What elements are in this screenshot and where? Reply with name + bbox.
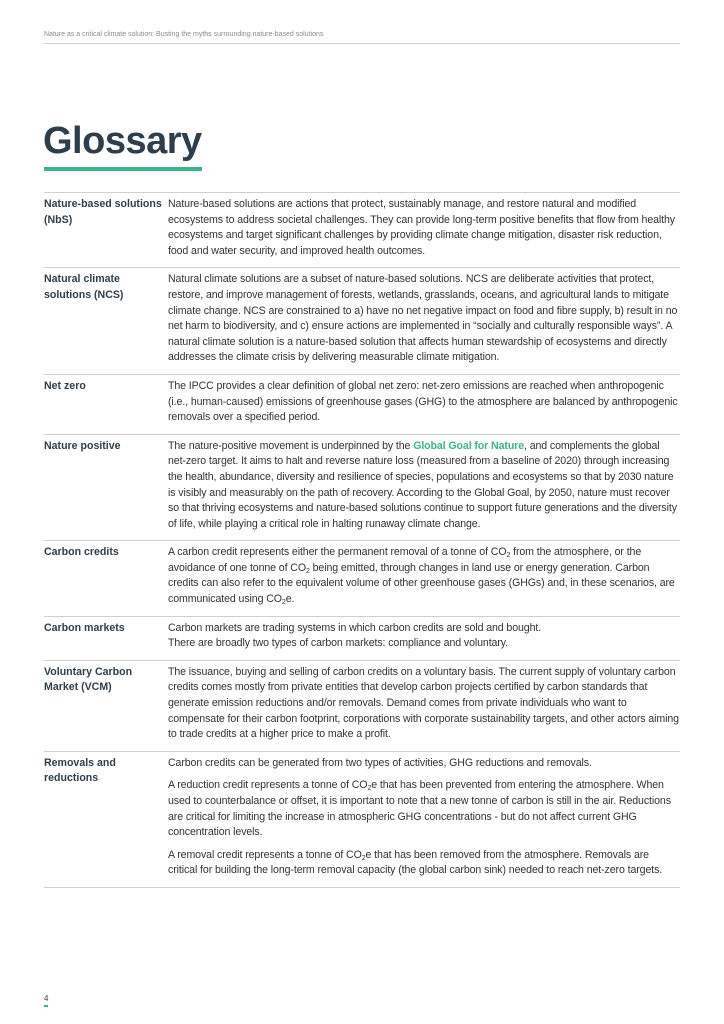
definition: The issuance, buying and selling of carbon credits on a voluntary basis. The current supply of voluntary carbon credits comes mostly from private entities that develop carbon projects certified by carbon standards that generate emission reductions and/or removals. Demand comes from private individuals who want to compensate for their carbon footprint, corporations with corporate sustainability targets, and other actors aiming to trade credits at a higher price to make a profit. — [168, 665, 679, 741]
glossary-entry-carbon-markets — [44, 616, 680, 660]
definition-paragraph — [168, 848, 680, 879]
subscript: 2 — [281, 599, 286, 607]
subscript: 2 — [305, 567, 310, 575]
definition-line: There are broadly two types of carbon markets: compliance and voluntary. — [168, 637, 509, 650]
definition-text: being emitted, through changes in land use or energy generation. Carbon credits can also refer to the equivalent volume of other greenhouse gases (GHGs) and, in these scenarios, are communicated using CO — [168, 561, 675, 606]
definition-text: e that has been prevented from entering the atmosphere. When used to counterbalance or offset, it is important to note that a new tonne of carbon is still in the air. Reductions are critical for limiting the increase in atmospheric GHG concentrations - but do not affect current GHG concentration levels. — [168, 779, 671, 839]
definition: Nature-based solutions are actions that protect, sustainably manage, and restore natural and modified ecosystems to address societal challenges. They can provide long-term positive benefits that flow from healthy ecosystems and target significant challenges by providing climate change mitigation, disaster risk reduction, food and water security, and improved health outcomes. — [168, 198, 675, 257]
definition: Natural climate solutions are a subset of nature-based solutions. NCS are deliberate activities that protect, restore, and improve management of forests, wetlands, grasslands, oceans, and agricultural lands to mitigate climate change. NCS are constrained to a) have no net negative impact on food and fibre supply, b) result in no net harm to biodiversity, and c) ensure actions are implemented in “socially and culturally responsible ways”. A natural climate solution is a nature-based solution that affects human stewardship of ecosystems and directly addresses the climate crisis by delivering measurable climate mitigation. — [168, 273, 678, 364]
term: Carbon credits — [44, 546, 119, 559]
term: Nature positive — [44, 439, 121, 452]
subscript: 2 — [367, 785, 372, 793]
glossary-entry-nature-positive — [44, 434, 680, 541]
page-number: 4 — [44, 994, 48, 1007]
definition-text: A carbon credit represents either the permanent removal of a tonne of CO — [168, 546, 507, 559]
glossary-entry-ncs — [44, 267, 680, 374]
term: Carbon markets — [44, 621, 125, 634]
term: Natural climate solutions (NCS) — [44, 273, 124, 301]
glossary-table — [44, 192, 680, 888]
term: Removals and reductions — [44, 756, 116, 785]
definition-text: e that has been removed from the atmosphere. Removals are critical for building the long-term removal capacity (the global carbon sink) needed to reach net-zero targets. — [168, 848, 663, 877]
glossary-entry-vcm — [44, 660, 680, 751]
definition: The IPCC provides a clear definition of global net zero: net-zero emissions are reached when anthropogenic (i.e., human-caused) emissions of greenhouse gases (GHG) to the atmosphere are balanced by anthropogenic removals over a specified period. — [168, 379, 678, 424]
definition-paragraph: Carbon credits can be generated from two types of activities, GHG reductions and removals. — [168, 756, 592, 769]
definition-text: A removal credit represents a tonne of CO — [168, 848, 362, 861]
definition-paragraph — [168, 778, 680, 840]
definition — [168, 545, 680, 607]
definition-text: The nature-positive movement is underpinned by the — [168, 439, 414, 452]
running-header: Nature as a critical climate solution: Busting the myths surrounding nature-based solutions — [44, 31, 680, 44]
definition — [168, 621, 680, 652]
definition-text: e. — [285, 593, 295, 606]
glossary-entry-net-zero — [44, 374, 680, 434]
global-goal-for-nature-link[interactable]: Global Goal for Nature — [413, 439, 525, 452]
term: Net zero — [44, 379, 86, 392]
term: Nature-based solutions (NbS) — [44, 198, 162, 226]
title-underline — [44, 167, 202, 171]
definition-text: from the atmosphere, or the avoidance of one tonne of CO — [168, 546, 642, 574]
glossary-entry-nbs — [44, 192, 680, 267]
page-title: Glossary — [43, 120, 202, 162]
term: Voluntary Carbon Market (VCM) — [44, 665, 133, 694]
subscript: 2 — [361, 854, 366, 862]
glossary-entry-carbon-credits — [44, 540, 680, 615]
definition — [168, 439, 680, 533]
glossary-entry-removals-reductions — [44, 751, 680, 888]
definition — [168, 756, 680, 879]
definition-line: Carbon markets are trading systems in which carbon credits are sold and bought. — [168, 621, 542, 634]
subscript: 2 — [506, 552, 511, 560]
definition-text: A reduction credit represents a tonne of CO — [168, 779, 368, 792]
definition-text: , and complements the global net-zero target. It aims to halt and reverse nature loss (measured from a baseline of 2020) through increasing the health, abundance, diversity and resilience of species, populations and ecosystems so that by 2030 nature is visibly and measurably on the path of recovery. According to the Global Goal, by 2050, nature must recover so that thriving ecosystems and nature-based solutions continue to support future generations and the diversity of life, while playing a critical role in halting runaway climate change. — [168, 439, 677, 530]
